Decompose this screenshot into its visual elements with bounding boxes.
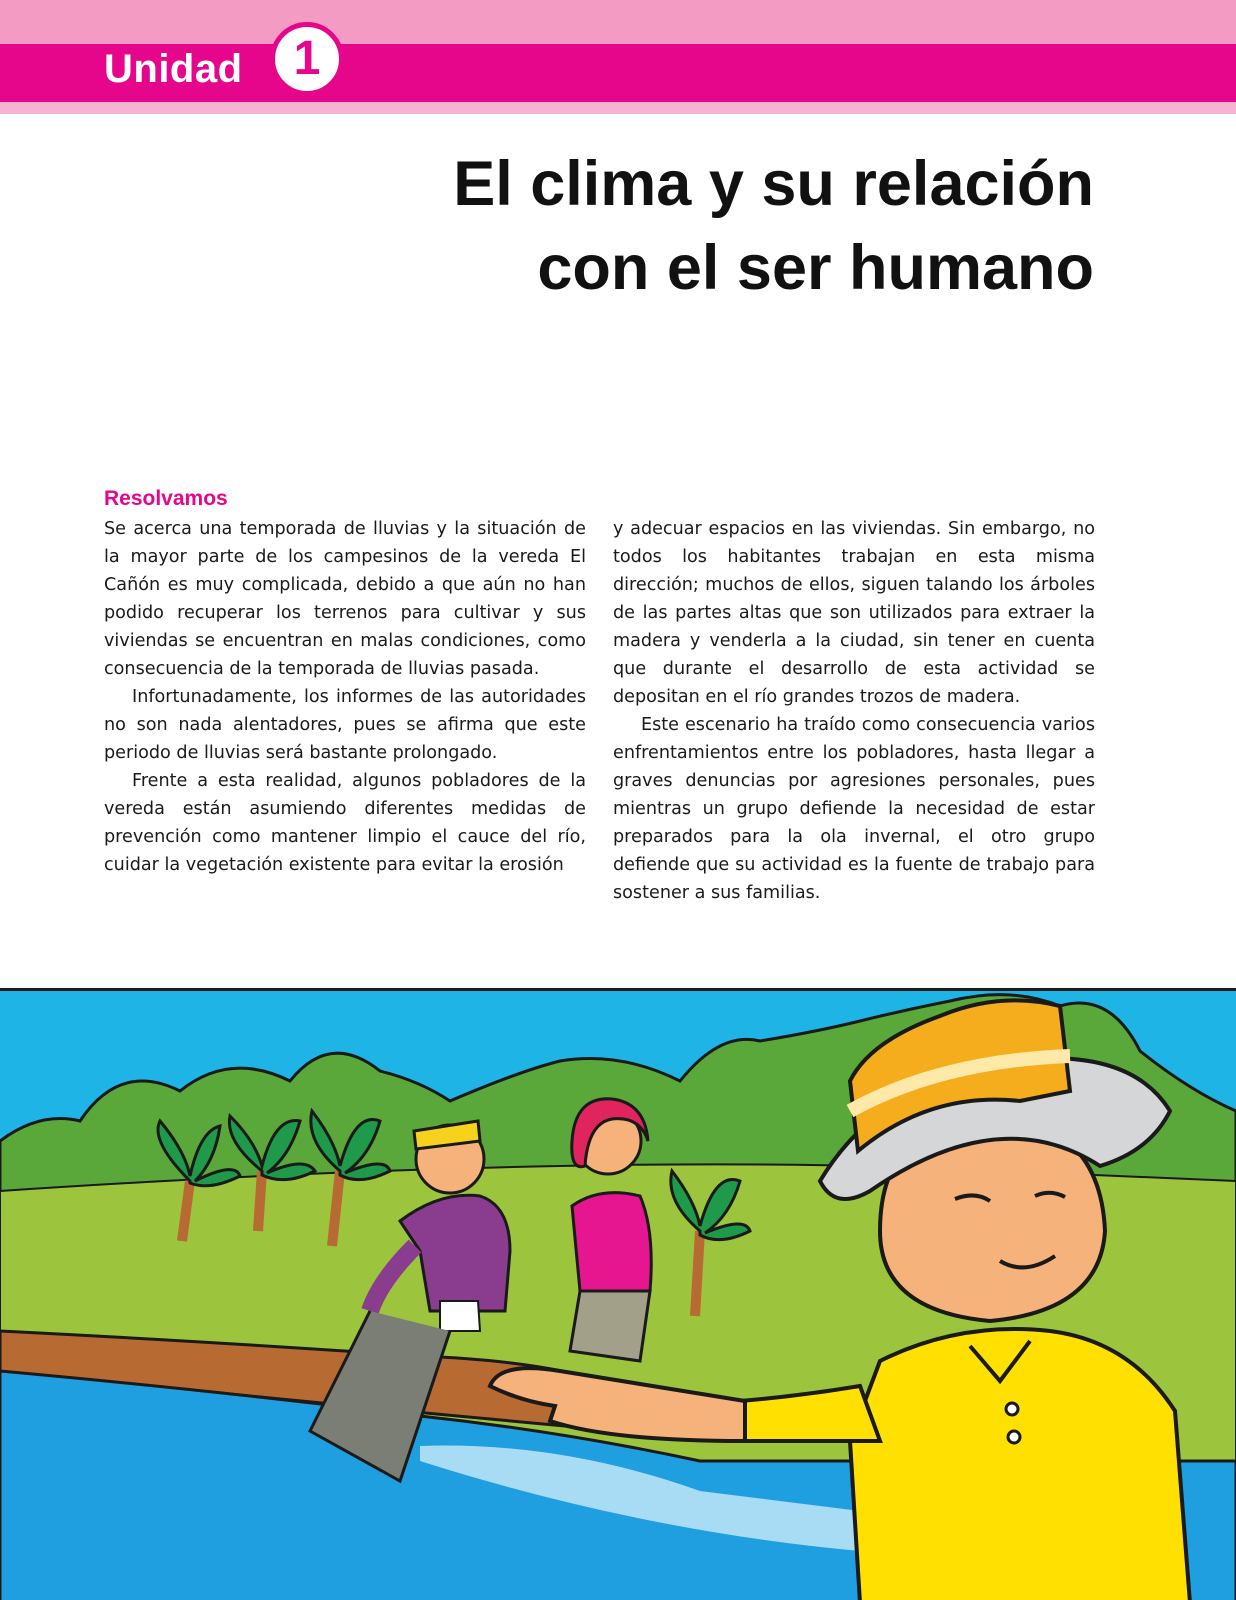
illustration-svg [0,991,1236,1600]
paragraph: Este escenario ha traído como consecuencia varios enfrentamientos entre los pobladores, hasta llegar a graves denuncias por agresiones personales, pues mientras un grupo defiende la necesidad de estar preparados para la ola invernal, el otro grupo defiende que su actividad es la fuente de trabajo para sostener a sus familias. [613,715,1095,903]
paragraph: Se acerca una temporada de lluvias y la situación de la mayor parte de los campesinos de la vereda El Cañón es muy complicada, debido a que aún no han podido recuperar los terrenos para cultivar y sus viviendas se encuentran en malas condiciones, como consecuencia de la temporada de lluvias pasada. [104,519,586,679]
page-title-line-1: El clima y su relación [453,149,1094,219]
river-scene-illustration [0,988,1236,1600]
paragraph: y adecuar espacios en las viviendas. Sin embargo, no todos los habitantes trabajan en esta misma dirección; muchos de ellos, siguen talando los árboles de las partes altas que son utilizados para extraer la madera y venderla a la ciudad, sin tener en cuenta que durante el desarrollo de esta actividad se depositan en el río grandes trozos de madera. [613,519,1095,707]
header-top-strip [0,0,1236,44]
text-column-right [613,515,1095,907]
section-heading: Resolvamos [104,487,228,510]
unit-number: 1 [293,32,321,85]
page-title-line-2: con el ser humano [537,233,1094,303]
unit-number-badge [270,22,344,96]
text-column-left [104,515,586,879]
header-bottom-strip [0,102,1236,114]
page-title [453,142,1094,310]
girl-pink-shirt [570,1099,651,1361]
unit-label: Unidad [104,47,243,91]
paragraph: Infortunadamente, los informes de las autoridades no son nada alentadores, pues se afirma que este periodo de lluvias será bastante prolongado. [104,687,586,763]
paragraph: Frente a esta realidad, algunos pobladores de la vereda están asumiendo diferentes medidas de prevención como mantener limpio el cauce del río, cuidar la vegetación existente para evitar la erosión [104,771,586,875]
